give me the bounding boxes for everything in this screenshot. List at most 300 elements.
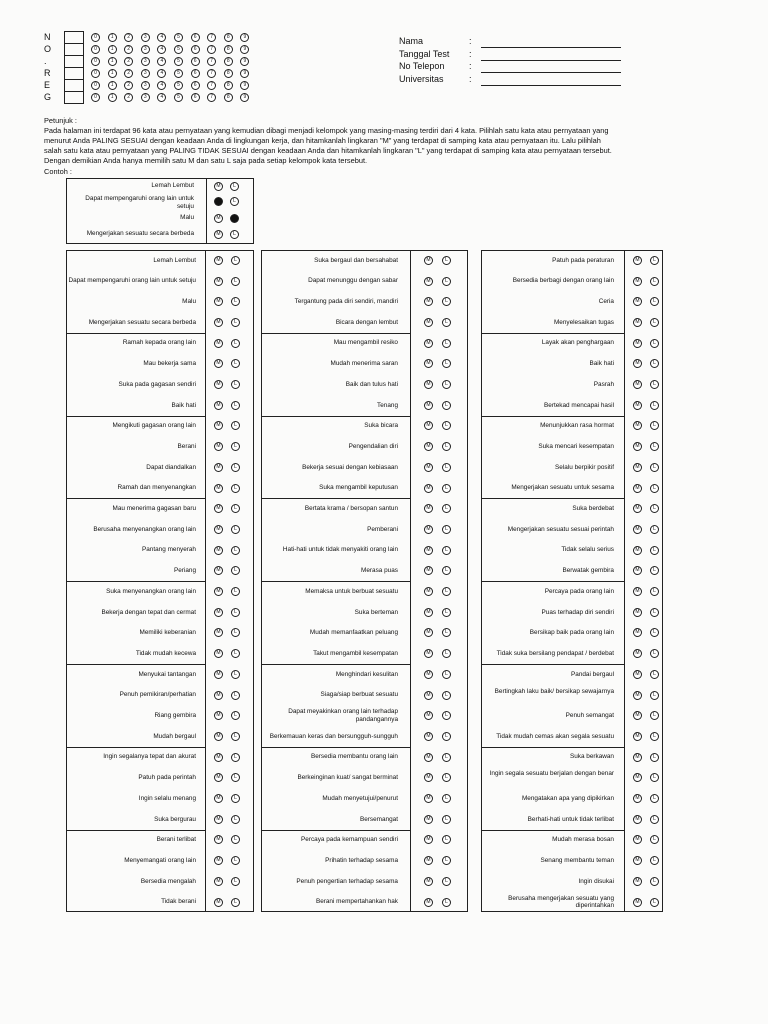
- most-bubble[interactable]: M: [633, 753, 642, 762]
- code-digit-bubble[interactable]: 9: [240, 45, 249, 54]
- least-bubble[interactable]: L: [442, 753, 451, 762]
- least-bubble[interactable]: L: [442, 546, 451, 555]
- code-digit-bubble[interactable]: 8: [224, 33, 233, 42]
- most-bubble[interactable]: M: [633, 691, 642, 700]
- least-bubble[interactable]: L: [442, 339, 451, 348]
- most-bubble[interactable]: M: [424, 898, 433, 907]
- least-bubble[interactable]: L: [231, 421, 240, 430]
- most-bubble[interactable]: M: [633, 256, 642, 265]
- least-bubble[interactable]: L: [231, 711, 240, 720]
- most-bubble[interactable]: M: [633, 566, 642, 575]
- code-digit-bubble[interactable]: 3: [141, 81, 150, 90]
- least-bubble[interactable]: L: [231, 442, 240, 451]
- most-bubble[interactable]: M: [424, 649, 433, 658]
- least-bubble[interactable]: L: [442, 877, 451, 886]
- info-input-line[interactable]: [481, 59, 621, 61]
- least-bubble[interactable]: L: [231, 815, 240, 824]
- code-digit-bubble[interactable]: 1: [108, 57, 117, 66]
- most-bubble[interactable]: M: [214, 546, 223, 555]
- least-bubble[interactable]: L: [442, 463, 451, 472]
- least-bubble[interactable]: L: [650, 608, 659, 617]
- most-bubble[interactable]: M: [424, 318, 433, 327]
- code-digit-bubble[interactable]: 4: [157, 57, 166, 66]
- least-bubble[interactable]: L: [442, 525, 451, 534]
- least-bubble[interactable]: L: [650, 297, 659, 306]
- most-bubble[interactable]: M: [633, 339, 642, 348]
- least-bubble[interactable]: L: [442, 608, 451, 617]
- least-bubble[interactable]: L: [650, 628, 659, 637]
- code-digit-bubble[interactable]: 9: [240, 33, 249, 42]
- least-bubble[interactable]: L: [442, 794, 451, 803]
- least-bubble[interactable]: L: [650, 587, 659, 596]
- info-input-line[interactable]: [481, 84, 621, 86]
- code-digit-bubble[interactable]: 5: [174, 81, 183, 90]
- most-bubble[interactable]: M: [214, 401, 223, 410]
- code-digit-bubble[interactable]: 3: [141, 93, 150, 102]
- least-bubble[interactable]: L: [650, 525, 659, 534]
- code-digit-bubble[interactable]: 6: [191, 57, 200, 66]
- most-bubble[interactable]: M: [633, 463, 642, 472]
- most-bubble[interactable]: M: [424, 525, 433, 534]
- code-digit-bubble[interactable]: 5: [174, 45, 183, 54]
- least-bubble[interactable]: L: [231, 380, 240, 389]
- info-label: Tanggal Test: [399, 48, 450, 59]
- most-bubble[interactable]: M: [633, 504, 642, 513]
- statement-text: Senang membantu teman: [540, 856, 614, 864]
- least-bubble[interactable]: L: [231, 608, 240, 617]
- most-bubble[interactable]: M: [214, 856, 223, 865]
- statement-text: Mudah menyetujui/penurut: [322, 794, 398, 802]
- code-digit-bubble[interactable]: 2: [124, 69, 133, 78]
- most-bubble[interactable]: M: [214, 898, 223, 907]
- statement-text: Ceria: [598, 298, 614, 305]
- most-bubble[interactable]: M: [424, 670, 433, 679]
- most-bubble[interactable]: M: [214, 877, 223, 886]
- least-bubble[interactable]: L: [231, 587, 240, 596]
- least-bubble[interactable]: L: [650, 463, 659, 472]
- least-bubble[interactable]: L: [650, 898, 659, 907]
- least-bubble[interactable]: L: [442, 442, 451, 451]
- code-digit-bubble[interactable]: 1: [108, 69, 117, 78]
- statement-text: Selalu berpikir positif: [555, 463, 614, 471]
- code-digit-bubble[interactable]: 0: [91, 93, 100, 102]
- most-bubble[interactable]: M: [214, 504, 223, 513]
- least-bubble[interactable]: L: [650, 380, 659, 389]
- least-bubble[interactable]: L: [650, 504, 659, 513]
- most-bubble[interactable]: M: [424, 380, 433, 389]
- most-bubble[interactable]: M: [424, 401, 433, 410]
- statement-text: Bersemangat: [359, 815, 398, 823]
- most-bubble[interactable]: M: [214, 484, 223, 493]
- least-bubble[interactable]: L: [650, 256, 659, 265]
- most-bubble[interactable]: M: [214, 670, 223, 679]
- most-bubble[interactable]: M: [424, 421, 433, 430]
- most-bubble[interactable]: M: [214, 773, 223, 782]
- least-bubble[interactable]: L: [442, 649, 451, 658]
- code-digit-bubble[interactable]: 8: [224, 69, 233, 78]
- most-bubble[interactable]: M: [633, 297, 642, 306]
- code-digit-bubble[interactable]: 1: [108, 45, 117, 54]
- least-bubble[interactable]: L: [442, 856, 451, 865]
- code-row-letter: O: [44, 44, 52, 54]
- code-digit-bubble[interactable]: 1: [108, 81, 117, 90]
- statement-text: Pemberani: [367, 525, 398, 533]
- statement-text: Menyelesaikan tugas: [553, 318, 614, 326]
- code-digit-bubble[interactable]: 6: [191, 33, 200, 42]
- statement-text: Tenang: [377, 401, 398, 409]
- most-bubble[interactable]: M: [633, 773, 642, 782]
- code-digit-bubble[interactable]: 2: [124, 33, 133, 42]
- most-bubble[interactable]: M: [424, 815, 433, 824]
- statement-text: Mengikuti gagasan orang lain: [112, 422, 196, 430]
- most-bubble[interactable]: M: [424, 566, 433, 575]
- code-entry-box[interactable]: [64, 91, 84, 104]
- most-bubble[interactable]: M: [633, 318, 642, 327]
- most-bubble[interactable]: M: [424, 711, 433, 720]
- code-digit-bubble[interactable]: 2: [124, 93, 133, 102]
- group-separator: [66, 581, 205, 582]
- most-bubble[interactable]: M: [214, 608, 223, 617]
- most-bubble[interactable]: M: [214, 525, 223, 534]
- least-bubble[interactable]: L: [231, 649, 240, 658]
- least-bubble[interactable]: L: [442, 401, 451, 410]
- most-bubble[interactable]: M: [424, 504, 433, 513]
- info-colon: :: [469, 36, 472, 46]
- most-bubble[interactable]: M: [633, 856, 642, 865]
- most-bubble[interactable]: M: [633, 484, 642, 493]
- most-bubble[interactable]: M: [424, 732, 433, 741]
- least-bubble[interactable]: L: [231, 856, 240, 865]
- least-bubble[interactable]: L: [231, 318, 240, 327]
- least-bubble[interactable]: L: [650, 442, 659, 451]
- most-bubble[interactable]: M: [424, 484, 433, 493]
- most-bubble[interactable]: M: [424, 608, 433, 617]
- most-bubble[interactable]: M: [214, 649, 223, 658]
- most-bubble[interactable]: M: [633, 794, 642, 803]
- statement-text: Tidak suka bersilang pendapat / berdebat: [496, 649, 614, 657]
- most-bubble[interactable]: M: [214, 277, 223, 286]
- statement-text: Ramah kepada orang lain: [122, 339, 196, 347]
- statement-text: Berani terlibat: [156, 836, 196, 844]
- most-bubble[interactable]: M: [214, 753, 223, 762]
- code-digit-bubble[interactable]: 7: [207, 57, 216, 66]
- info-label: Universitas: [399, 73, 444, 84]
- least-bubble[interactable]: L: [442, 732, 451, 741]
- most-bubble[interactable]: M: [424, 256, 433, 265]
- group-separator: [261, 416, 410, 417]
- code-digit-bubble[interactable]: 4: [157, 45, 166, 54]
- instructions-title: Petunjuk :: [44, 116, 77, 125]
- least-bubble[interactable]: L: [231, 484, 240, 493]
- least-bubble[interactable]: L: [442, 484, 451, 493]
- statement-text: Bersedia berbagi dengan orang lain: [512, 277, 614, 285]
- most-bubble[interactable]: M: [214, 421, 223, 430]
- most-bubble[interactable]: M: [424, 628, 433, 637]
- most-bubble[interactable]: M: [633, 877, 642, 886]
- most-bubble[interactable]: M: [424, 297, 433, 306]
- most-bubble[interactable]: M: [424, 463, 433, 472]
- most-bubble[interactable]: M: [214, 297, 223, 306]
- most-bubble[interactable]: M: [424, 691, 433, 700]
- most-bubble[interactable]: M: [633, 380, 642, 389]
- info-input-line[interactable]: [481, 71, 621, 73]
- least-bubble[interactable]: L: [231, 401, 240, 410]
- code-digit-bubble[interactable]: 3: [141, 57, 150, 66]
- statement-text: Siaga/siap berbuat sesuatu: [320, 691, 398, 699]
- most-bubble[interactable]: M: [633, 525, 642, 534]
- most-bubble[interactable]: M: [633, 898, 642, 907]
- most-bubble[interactable]: M: [633, 277, 642, 286]
- code-digit-bubble[interactable]: 8: [224, 81, 233, 90]
- most-bubble[interactable]: M: [214, 835, 223, 844]
- least-bubble[interactable]: L: [650, 339, 659, 348]
- most-bubble[interactable]: M: [214, 732, 223, 741]
- code-digit-bubble[interactable]: 7: [207, 81, 216, 90]
- least-bubble[interactable]: L: [231, 628, 240, 637]
- statement-text: Riang gembira: [154, 712, 196, 719]
- least-bubble[interactable]: L: [650, 856, 659, 865]
- least-bubble[interactable]: L: [650, 732, 659, 741]
- least-bubble[interactable]: L: [442, 277, 451, 286]
- least-bubble[interactable]: L: [650, 794, 659, 803]
- least-bubble[interactable]: L: [442, 566, 451, 575]
- most-bubble[interactable]: M: [633, 711, 642, 720]
- statement-text: Malu: [182, 298, 196, 305]
- least-bubble[interactable]: L: [442, 421, 451, 430]
- least-bubble[interactable]: L: [231, 297, 240, 306]
- code-digit-bubble[interactable]: 2: [124, 81, 133, 90]
- statement-text: Penuh pemikiran/perhatian: [119, 691, 196, 699]
- most-bubble[interactable]: M: [633, 401, 642, 410]
- least-bubble[interactable]: L: [442, 380, 451, 389]
- code-digit-bubble[interactable]: 4: [157, 69, 166, 78]
- statement-text: Suka mengambil keputusan: [319, 484, 398, 492]
- least-bubble[interactable]: L: [650, 566, 659, 575]
- least-bubble[interactable]: L: [231, 546, 240, 555]
- most-bubble[interactable]: M: [633, 608, 642, 617]
- most-bubble[interactable]: M: [633, 442, 642, 451]
- most-bubble[interactable]: M: [633, 835, 642, 844]
- least-bubble[interactable]: L: [231, 835, 240, 844]
- code-digit-bubble[interactable]: 9: [240, 57, 249, 66]
- most-bubble[interactable]: M: [424, 856, 433, 865]
- code-digit-bubble[interactable]: 7: [207, 69, 216, 78]
- most-bubble[interactable]: M: [633, 649, 642, 658]
- most-bubble[interactable]: M: [214, 566, 223, 575]
- code-digit-bubble[interactable]: 9: [240, 93, 249, 102]
- most-bubble[interactable]: M: [214, 463, 223, 472]
- most-bubble[interactable]: M: [633, 628, 642, 637]
- least-bubble[interactable]: L: [650, 815, 659, 824]
- code-digit-bubble[interactable]: 6: [191, 81, 200, 90]
- most-bubble[interactable]: M: [214, 442, 223, 451]
- code-digit-bubble[interactable]: 0: [91, 33, 100, 42]
- statement-text: Pandai bergaul: [571, 670, 614, 678]
- code-digit-bubble[interactable]: 7: [207, 33, 216, 42]
- column-divider: [624, 250, 625, 912]
- code-digit-bubble[interactable]: 9: [240, 69, 249, 78]
- least-bubble[interactable]: L: [231, 691, 240, 700]
- least-bubble[interactable]: L: [442, 359, 451, 368]
- code-digit-bubble[interactable]: 4: [157, 81, 166, 90]
- least-bubble[interactable]: L: [231, 463, 240, 472]
- least-bubble[interactable]: L: [650, 359, 659, 368]
- code-digit-bubble[interactable]: 5: [174, 57, 183, 66]
- code-digit-bubble[interactable]: 5: [174, 69, 183, 78]
- most-bubble[interactable]: M: [214, 587, 223, 596]
- statement-text: Suka berteman: [354, 608, 398, 616]
- code-digit-bubble[interactable]: 3: [141, 33, 150, 42]
- least-bubble[interactable]: L: [231, 670, 240, 679]
- code-row-letter: G: [44, 92, 52, 102]
- most-bubble[interactable]: M: [633, 732, 642, 741]
- most-bubble[interactable]: M: [424, 359, 433, 368]
- statement-text: Menyukai tantangan: [138, 670, 196, 678]
- statement-text: Ramah dan menyenangkan: [117, 484, 196, 492]
- most-bubble[interactable]: M: [633, 815, 642, 824]
- most-bubble[interactable]: M: [214, 339, 223, 348]
- least-bubble[interactable]: L: [650, 753, 659, 762]
- least-bubble[interactable]: L: [650, 670, 659, 679]
- code-digit-bubble[interactable]: 8: [224, 57, 233, 66]
- code-digit-bubble[interactable]: 2: [124, 57, 133, 66]
- least-bubble[interactable]: L: [231, 898, 240, 907]
- most-bubble[interactable]: M: [214, 256, 223, 265]
- most-bubble[interactable]: M: [424, 835, 433, 844]
- least-bubble[interactable]: L: [650, 546, 659, 555]
- most-bubble[interactable]: M: [424, 339, 433, 348]
- most-bubble[interactable]: M: [424, 587, 433, 596]
- least-bubble[interactable]: L: [231, 504, 240, 513]
- least-bubble[interactable]: L: [231, 256, 240, 265]
- least-bubble[interactable]: L: [650, 835, 659, 844]
- least-bubble[interactable]: L: [442, 297, 451, 306]
- info-label: No Telepon: [399, 61, 445, 71]
- most-bubble[interactable]: M: [633, 421, 642, 430]
- most-bubble[interactable]: M: [214, 691, 223, 700]
- statement-text: Ingin disukai: [578, 877, 614, 885]
- least-bubble[interactable]: L: [442, 504, 451, 513]
- most-bubble[interactable]: M: [214, 711, 223, 720]
- code-digit-bubble[interactable]: 0: [91, 57, 100, 66]
- example-m-bubble: M: [214, 230, 223, 239]
- most-bubble[interactable]: M: [214, 359, 223, 368]
- info-input-line[interactable]: [481, 46, 621, 48]
- most-bubble[interactable]: M: [424, 277, 433, 286]
- least-bubble[interactable]: L: [231, 525, 240, 534]
- least-bubble[interactable]: L: [231, 566, 240, 575]
- code-digit-bubble[interactable]: 4: [157, 93, 166, 102]
- code-digit-bubble[interactable]: 1: [108, 93, 117, 102]
- least-bubble[interactable]: L: [650, 877, 659, 886]
- least-bubble[interactable]: L: [442, 711, 451, 720]
- most-bubble[interactable]: M: [424, 546, 433, 555]
- least-bubble[interactable]: L: [231, 794, 240, 803]
- least-bubble[interactable]: L: [231, 277, 240, 286]
- code-digit-bubble[interactable]: 8: [224, 93, 233, 102]
- code-digit-bubble[interactable]: 1: [108, 33, 117, 42]
- code-digit-bubble[interactable]: 0: [91, 45, 100, 54]
- statement-text: Memiliki keberanian: [139, 629, 196, 637]
- least-bubble[interactable]: L: [442, 628, 451, 637]
- code-digit-bubble[interactable]: 6: [191, 45, 200, 54]
- most-bubble[interactable]: M: [424, 442, 433, 451]
- least-bubble[interactable]: L: [650, 277, 659, 286]
- statement-text: Tidak mudah kecewa: [135, 649, 196, 657]
- least-bubble[interactable]: L: [650, 318, 659, 327]
- statement-text: Puas terhadap diri sendiri: [541, 608, 614, 616]
- least-bubble[interactable]: L: [442, 815, 451, 824]
- least-bubble[interactable]: L: [442, 835, 451, 844]
- most-bubble[interactable]: M: [214, 815, 223, 824]
- most-bubble[interactable]: M: [633, 587, 642, 596]
- code-digit-bubble[interactable]: 0: [91, 69, 100, 78]
- code-digit-bubble[interactable]: 2: [124, 45, 133, 54]
- most-bubble[interactable]: M: [424, 773, 433, 782]
- most-bubble[interactable]: M: [633, 670, 642, 679]
- least-bubble[interactable]: L: [650, 691, 659, 700]
- code-digit-bubble[interactable]: 5: [174, 33, 183, 42]
- code-digit-bubble[interactable]: 7: [207, 45, 216, 54]
- most-bubble[interactable]: M: [424, 794, 433, 803]
- least-bubble[interactable]: L: [442, 773, 451, 782]
- least-bubble[interactable]: L: [231, 773, 240, 782]
- statement-text: Berani: [177, 442, 196, 450]
- most-bubble[interactable]: M: [633, 359, 642, 368]
- least-bubble[interactable]: L: [650, 421, 659, 430]
- code-digit-bubble[interactable]: 6: [191, 93, 200, 102]
- statement-text: Bertekad mencapai hasil: [544, 401, 614, 409]
- least-bubble[interactable]: L: [442, 587, 451, 596]
- most-bubble[interactable]: M: [214, 318, 223, 327]
- least-bubble[interactable]: L: [650, 649, 659, 658]
- least-bubble[interactable]: L: [650, 484, 659, 493]
- code-digit-bubble[interactable]: 6: [191, 69, 200, 78]
- code-digit-bubble[interactable]: 0: [91, 81, 100, 90]
- example-divider: [206, 178, 207, 244]
- least-bubble[interactable]: L: [650, 711, 659, 720]
- least-bubble[interactable]: L: [231, 732, 240, 741]
- most-bubble[interactable]: M: [214, 794, 223, 803]
- least-bubble[interactable]: L: [650, 401, 659, 410]
- code-digit-bubble[interactable]: 9: [240, 81, 249, 90]
- least-bubble[interactable]: L: [442, 898, 451, 907]
- statement-text: Mau bekerja sama: [143, 360, 196, 368]
- least-bubble[interactable]: L: [442, 318, 451, 327]
- code-digit-bubble[interactable]: 4: [157, 33, 166, 42]
- least-bubble[interactable]: L: [442, 256, 451, 265]
- most-bubble[interactable]: M: [424, 753, 433, 762]
- code-digit-bubble[interactable]: 3: [141, 69, 150, 78]
- least-bubble[interactable]: L: [442, 691, 451, 700]
- least-bubble[interactable]: L: [231, 753, 240, 762]
- statement-text: Bekerja sesuai dengan kebiasaan: [302, 463, 398, 471]
- most-bubble[interactable]: M: [633, 546, 642, 555]
- code-digit-bubble[interactable]: 5: [174, 93, 183, 102]
- most-bubble[interactable]: M: [214, 380, 223, 389]
- most-bubble[interactable]: M: [214, 628, 223, 637]
- least-bubble[interactable]: L: [231, 359, 240, 368]
- most-bubble[interactable]: M: [424, 877, 433, 886]
- code-digit-bubble[interactable]: 7: [207, 93, 216, 102]
- least-bubble[interactable]: L: [442, 670, 451, 679]
- group-separator: [66, 498, 205, 499]
- code-digit-bubble[interactable]: 3: [141, 45, 150, 54]
- least-bubble[interactable]: L: [231, 339, 240, 348]
- code-digit-bubble[interactable]: 8: [224, 45, 233, 54]
- least-bubble[interactable]: L: [231, 877, 240, 886]
- least-bubble[interactable]: L: [650, 773, 659, 782]
